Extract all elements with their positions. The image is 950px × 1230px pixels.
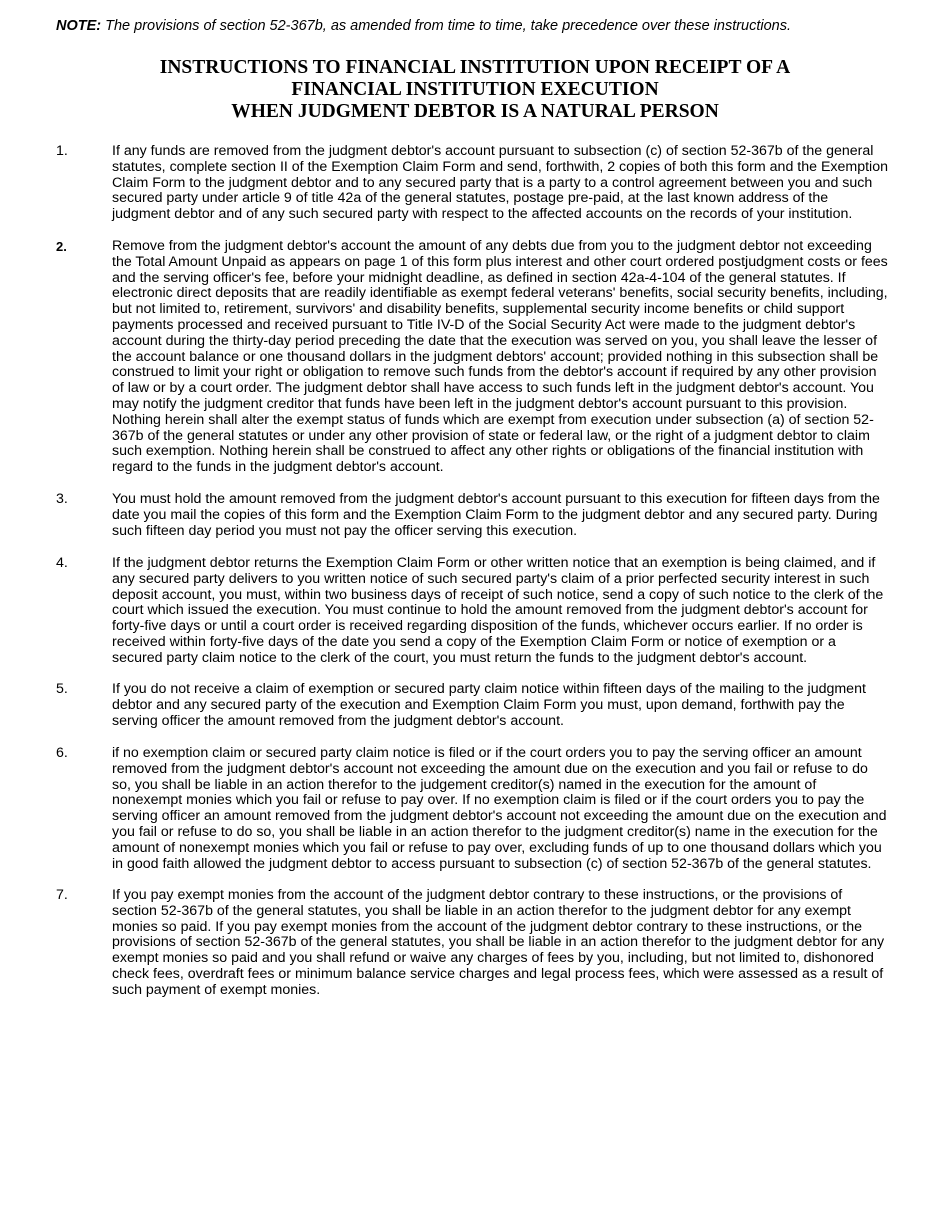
item-number: 6. [56, 745, 68, 761]
item-text: Remove from the judgment debtor's account the amount of any debts due from you to the judgment debtor not exceeding the Total Amount Unpaid as appears on page 1 of this form plus interest and other court ordered postjudgment costs or fees and the serving officer's fee, before your midnight deadline, as defined in section 42a-4-104 of the general statutes. If electronic direct deposits that are readily identifiable as exempt federal veterans' benefits, social security benefits, including, but not limited to, retirement, survivors' and disability benefits, supplemental security income benefits or child support payments processed and received pursuant to Title IV-D of the Social Security Act were made to the judgment debtor's account during the thirty-day period preceding the date that the execution was served on you, you shall leave the lesser of the account balance or one thousand dollars in the judgment debtors' account; provided nothing in this subsection shall be construed to limit your right or obligation to remove such funds from the debtor's account if required by any other provision of law or by a court order. The judgment debtor shall have access to such funds left in the judgment debtor's account. You may notify the judgment creditor that funds have been left in the judgment debtor's account pursuant to this provision. Nothing herein shall alter the exempt status of funds which are exempt from execution under subsection (a) of section 52-367b of the general statutes or under any other provision of state or federal law, or the right of a judgment debtor to claim such exemption. Nothing herein shall be construed to affect any other rights or obligations of the financial institution with regard to the funds in the judgment debtor's account. [112, 238, 888, 476]
note [56, 17, 791, 35]
note-text: The provisions of section 52-367b, as amended from time to time, take precedence over these instructions. [105, 18, 792, 34]
title-line-2: FINANCIAL INSTITUTION EXECUTION [291, 79, 659, 100]
title-line-3: WHEN JUDGMENT DEBTOR IS A NATURAL PERSON [231, 101, 719, 122]
note-label: NOTE: [56, 18, 102, 34]
document-title [0, 57, 950, 123]
title-line-1: INSTRUCTIONS TO FINANCIAL INSTITUTION UPON RECEIPT OF A [159, 57, 791, 78]
item-number: 3. [56, 491, 68, 507]
item-number: 1. [56, 143, 68, 159]
item-text: if no exemption claim or secured party claim notice is filed or if the court orders you to pay the serving officer an amount removed from the judgment debtor's account not exceeding the amount due on the execution and you fail or refuse to do so, you shall be liable in an action therefor to the judgement creditor(s) named in the execution for the amount of nonexempt monies which you fail or refuse to pay over. If no exemption claim is filed or if the court orders you to pay the serving officer an amount removed from the judgment debtor's account not exceeding the amount due on the execution and you fail or refuse to do so, you shall be liable in an action therefor to the judgment creditor(s) name in the execution for the amount of nonexempt monies which you fail or refuse to pay over, excluding funds of up to one thousand dollars which you in good faith allowed the judgment debtor to access pursuant to subsection (c) of section 52-367b of the general statutes. [112, 745, 887, 872]
item-text: If you pay exempt monies from the account of the judgment debtor contrary to these instructions, or the provisions of section 52-367b of the general statutes, you shall be liable in an action therefor to the judgment debtor for any exempt monies so paid. If you pay exempt monies from the account of the judgment debtor contrary to these instructions, or the provisions of section 52-367b of the general statutes, you shall be liable in an action therefor to the judgment debtor for any exempt monies so paid and you shall refund or waive any charges of fees by you, including, but not limited to, dishonored check fees, overdraft fees or minimum balance service charges and legal process fees, which were assessed as a result of such payment of exempt monies. [112, 887, 885, 998]
item-text: If the judgment debtor returns the Exemption Claim Form or other written notice that an exemption is being claimed, and if any secured party delivers to you written notice of such secured party's claim of a prior perfected security interest in such deposit account, you must, within two business days of receipt of such notice, send a copy of such notice to the clerk of the court which issued the execution. You must continue to hold the amount removed from the judgment debtor's account for forty-five days or until a court order is received regarding disposition of the funds, whichever occurs earlier. If no order is received within forty-five days of the date you send a copy of the Exemption Claim Form or notice of exemption or a secured party claim notice to the clerk of the court, you must return the funds to the judgment debtor's account. [112, 555, 884, 666]
item-number: 7. [56, 887, 68, 903]
item-number: 5. [56, 681, 68, 697]
item-number: 2. [56, 239, 67, 254]
item-text: You must hold the amount removed from the judgment debtor's account pursuant to this execution for fifteen days from the date you mail the copies of this form and the Exemption Claim Form to the judgment debtor and any secured party. During such fifteen day period you must not pay the officer serving this execution. [112, 491, 880, 539]
item-text: If any funds are removed from the judgment debtor's account pursuant to subsection (c) of section 52-367b of the general statutes, complete section II of the Exemption Claim Form and send, forthwith, 2 copies of both this form and the Exemption Claim Form to the judgment debtor and to any secured party that is a party to a control agreement between you and such secured party under article 9 of title 42a of the general statutes, postage pre-paid, at the last known address of the judgment debtor and of any such secured party with respect to the affected accounts on the records of your institution. [112, 143, 888, 223]
item-number: 4. [56, 555, 68, 571]
item-text: If you do not receive a claim of exemption or secured party claim notice within fifteen days of the mailing to the judgment debtor and any secured party of the execution and Exemption Claim Form you must, upon demand, forthwith pay the serving officer the amount removed from the judgment debtor's account. [112, 681, 866, 729]
